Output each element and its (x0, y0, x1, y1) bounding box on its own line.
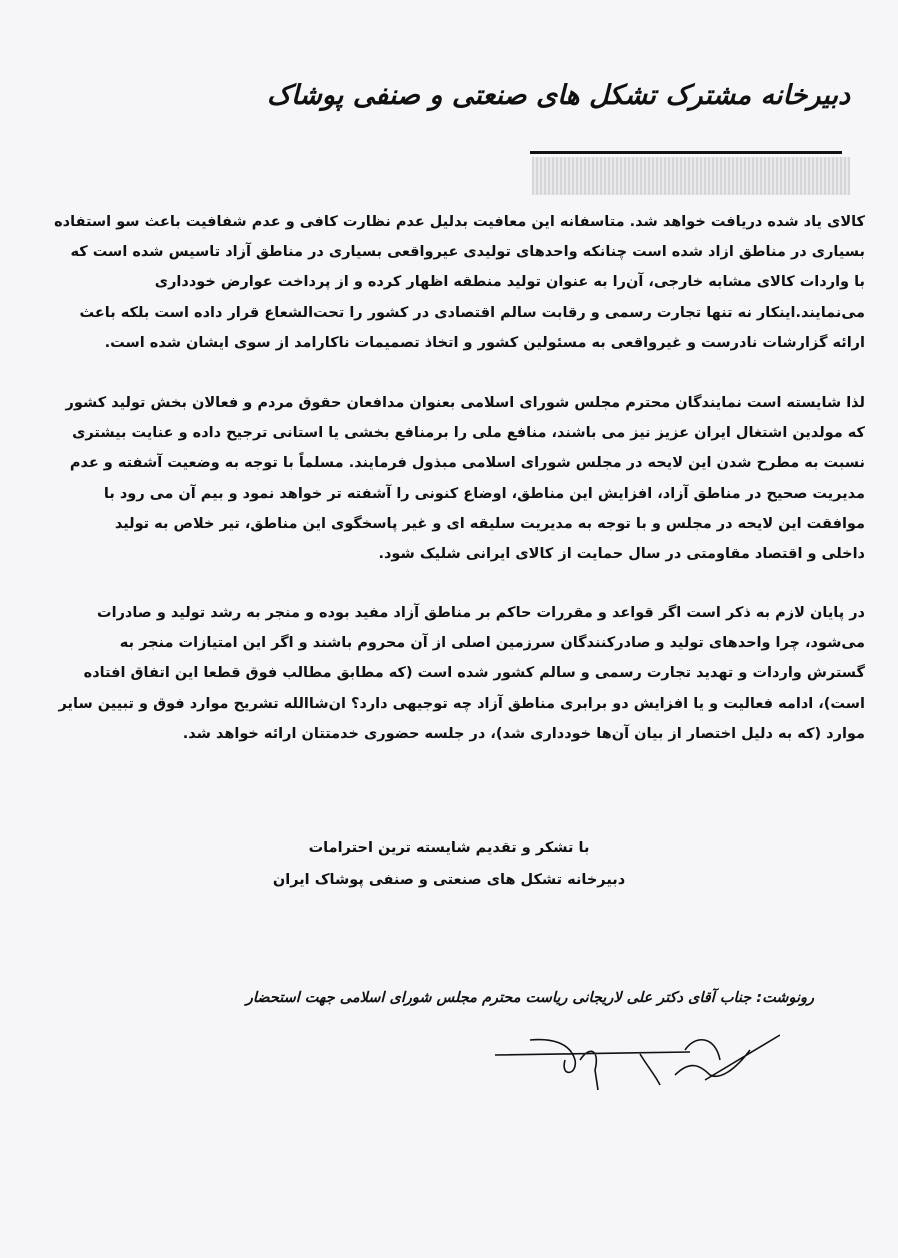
text-line: گسترش واردات و تهدید تجارت رسمی و سالم کشور شده است (که مطابق مطالب فوق قطعا این اتفاق افتاده (83, 665, 865, 682)
letterhead-organization: دبیرخانه مشترک تشکل های صنعتی و صنفی پوشاک (266, 80, 850, 111)
text-line: است)، ادامه فعالیت و یا افزایش دو برابری مناطق آزاد چه توجیهی دارد؟ ان‌شاالله تشریح موارد فوق و تبیین سایر (58, 695, 865, 712)
text-line: نسبت به مطرح شدن این لایحه در مجلس شورای اسلامی مبذول فرمایند. مسلماً با توجه به وضعیت آشفته و عدم (69, 455, 865, 472)
letterhead-logo (266, 20, 850, 195)
text-line: کالای یاد شده دریافت خواهد شد. متاسفانه این معافیت بدلیل عدم نظارت کافی و عدم شفافیت باعث سو استفاده (54, 214, 865, 230)
text-line: موارد (که به دلیل اختصار از بیان آن‌ها خودداری شد)، در جلسه حضوری خدمتتان ارائه خواهد شد. (182, 725, 865, 742)
closing-sender: دبیرخانه تشکل های صنعتی و صنفی پوشاک ایران (272, 872, 626, 888)
paragraph-3 (58, 598, 865, 749)
text-line: می‌نمایند.اینکار نه تنها تجارت رسمی و رقابت سالم اقتصادی در کشور را تحت‌الشعاع قرار داده است بلکه باعث (79, 304, 865, 321)
text-line: موافقت این لایحه در مجلس و با توجه به مدیریت سلیقه ای و غیر پاسخگوی این مناطق، تیر خلاص به تولید (114, 515, 865, 532)
closing-salutation: با تشکر و تقدیم شایسته ترین احترامات (308, 840, 590, 856)
text-line: بسیاری در مناطق ازاد شده است چنانکه واحدهای تولیدی عیرواقعی بسیاری در مناطق آزاد تاسیس شده است که (70, 244, 865, 261)
text-line: لذا شایسته است نمایندگان محترم مجلس شورای اسلامی بعنوان مدافعان حقوق مردم و فعالان بخش تولید کشور (65, 395, 865, 411)
cc-line: رونوشت: جناب آقای دکتر علی لاریجانی ریاست محترم مجلس شورای اسلامی جهت استحضار (245, 990, 814, 1006)
text-line: می‌شود، چرا واحدهای تولید و صادرکنندگان سرزمین اصلی از آن محروم باشند و اگر این امتیازات منجر به (119, 635, 865, 652)
signature-stroke (495, 1035, 780, 1090)
text-line: در پایان لازم به ذکر است اگر قواعد و مقررات حاکم بر مناطق آزاد مفید بوده و منجر به رشد تولید و صادرات (97, 605, 865, 621)
paragraph-2 (65, 388, 865, 569)
text-line: که مولدین اشتغال ایران عزیز نیز می باشند، منافع ملی را برمنافع بخشی یا استانی ترجیح داده و عنایت بیشتری (72, 425, 865, 442)
signature (490, 1030, 780, 1110)
paragraph-1 (54, 207, 865, 358)
text-line: با واردات کالای مشابه خارجی، آن‌را به عنوان تولید منطقه اظهار کرده و از پرداخت عوارض خودداری (154, 274, 865, 291)
text-line: مدیریت صحیح در مناطق آزاد، افزایش این مناطق، اوضاع کنونی را آشفته تر خواهد نمود و بیم آن می رود با (103, 485, 865, 502)
text-line: داخلی و اقتصاد مقاومتی در سال حمایت از کالای ایرانی شلیک شود. (378, 545, 865, 562)
letterhead-band (532, 157, 850, 195)
text-line: ارائه گزارشات نادرست و غیرواقعی به مسئولین کشور و اتخاذ تصمیمات ناکارامد از سوی ایشان شده است. (104, 334, 865, 351)
letterhead-rule (530, 151, 842, 154)
